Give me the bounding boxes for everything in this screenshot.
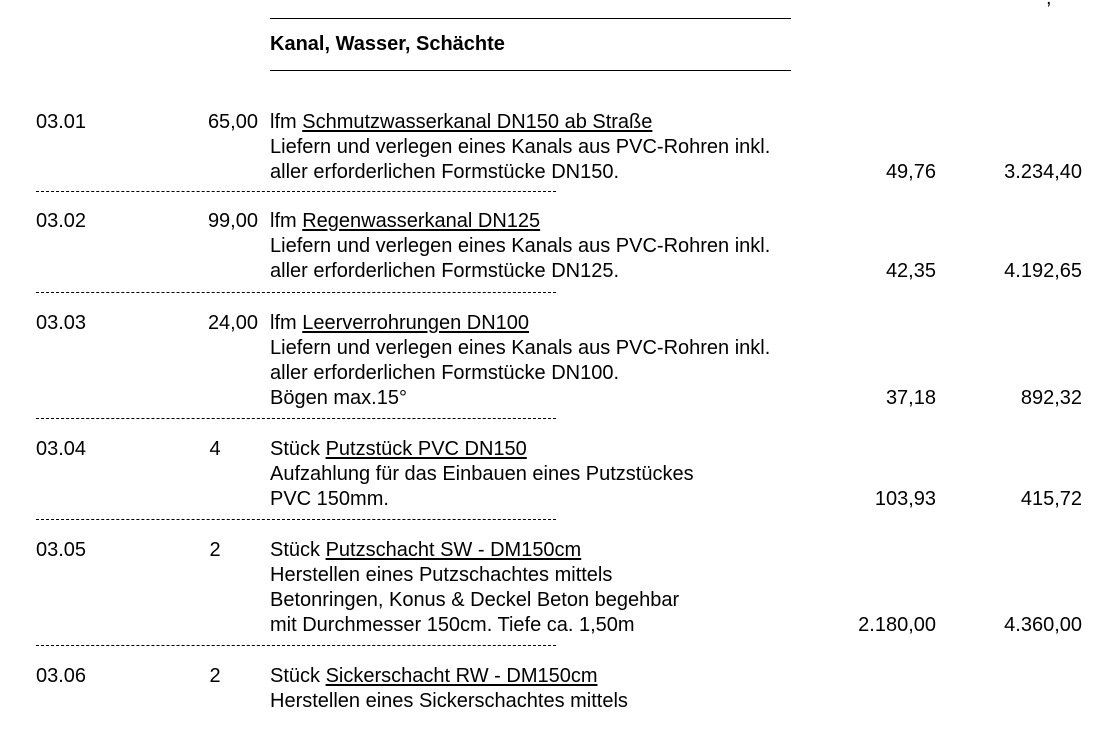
section-top-rule: [270, 18, 791, 19]
unit-price: 42,35: [885, 260, 936, 282]
position-heading: [270, 437, 527, 462]
position-description: [270, 336, 770, 411]
position-description: [270, 135, 770, 185]
position-number: 03.06: [36, 665, 87, 687]
unit-price: 2.180,00: [858, 614, 936, 636]
position-separator: [36, 519, 556, 520]
description-line: aller erforderlichen Formstücke DN150.: [270, 161, 620, 183]
position-heading: [270, 209, 540, 234]
position-title: Regenwasserkanal DN125: [302, 210, 541, 232]
section-bottom-rule: [270, 70, 791, 71]
description-line: Herstellen eines Putzschachtes mittels: [270, 564, 613, 586]
position-unit: Stück: [270, 665, 321, 687]
total-price: 892,32: [1020, 387, 1082, 409]
total-price: 4.360,00: [1004, 614, 1082, 636]
description-line: Bögen max.15°: [270, 387, 407, 409]
description-line: Liefern und verlegen eines Kanals aus PVC-Rohren inkl.: [270, 235, 771, 257]
total-price: 4.192,65: [1004, 260, 1082, 282]
position-number: 03.04: [36, 438, 87, 460]
position-number: 03.03: [36, 312, 87, 334]
description-line: Liefern und verlegen eines Kanals aus PVC-Rohren inkl.: [270, 337, 771, 359]
description-line: PVC 150mm.: [270, 488, 389, 510]
position-quantity: 2: [209, 665, 221, 687]
unit-price: 37,18: [885, 387, 936, 409]
position-quantity: 99,00: [207, 210, 258, 232]
description-line: aller erforderlichen Formstücke DN100.: [270, 362, 620, 384]
position-heading: [270, 664, 598, 689]
position-unit: Stück: [270, 539, 321, 561]
total-price: 415,72: [1020, 488, 1082, 510]
position-heading: [270, 110, 652, 135]
position-title: Putzstück PVC DN150: [325, 438, 527, 460]
position-quantity: 65,00: [207, 111, 258, 133]
description-line: mit Durchmesser 150cm. Tiefe ca. 1,50m: [270, 614, 635, 636]
position-quantity: 4: [209, 438, 221, 460]
unit-price: 103,93: [874, 488, 936, 510]
unit-price: 49,76: [885, 161, 936, 183]
position-quantity: 24,00: [207, 312, 258, 334]
description-line: aller erforderlichen Formstücke DN125.: [270, 260, 620, 282]
description-line: Betonringen, Konus & Deckel Beton begehbar: [270, 589, 680, 611]
description-line: Aufzahlung für das Einbauen eines Putzstückes: [270, 463, 694, 485]
position-unit: lfm: [270, 210, 297, 232]
corner-mark: [1046, 0, 1052, 8]
position-separator: [36, 645, 556, 646]
position-title: Putzschacht SW - DM150cm: [325, 539, 582, 561]
position-title: Sickerschacht RW - DM150cm: [325, 665, 598, 687]
description-line: Liefern und verlegen eines Kanals aus PVC-Rohren inkl.: [270, 136, 771, 158]
position-description: [270, 689, 628, 714]
position-number: 03.02: [36, 210, 87, 232]
position-heading: [270, 311, 529, 336]
total-price: 3.234,40: [1004, 161, 1082, 183]
position-unit: lfm: [270, 111, 297, 133]
position-description: [270, 234, 770, 284]
position-separator: [36, 418, 556, 419]
position-quantity: 2: [209, 539, 221, 561]
position-description: [270, 563, 679, 638]
section-title: Kanal, Wasser, Schächte: [270, 33, 505, 55]
description-line: Herstellen eines Sickerschachtes mittels: [270, 690, 628, 712]
position-separator: [36, 292, 556, 293]
position-heading: [270, 538, 581, 563]
position-unit: Stück: [270, 438, 321, 460]
position-separator: [36, 191, 556, 192]
position-number: 03.01: [36, 111, 87, 133]
position-title: Leerverrohrungen DN100: [302, 312, 530, 334]
position-title: Schmutzwasserkanal DN150 ab Straße: [302, 111, 653, 133]
position-unit: lfm: [270, 312, 297, 334]
position-number: 03.05: [36, 539, 87, 561]
position-description: [270, 462, 694, 512]
